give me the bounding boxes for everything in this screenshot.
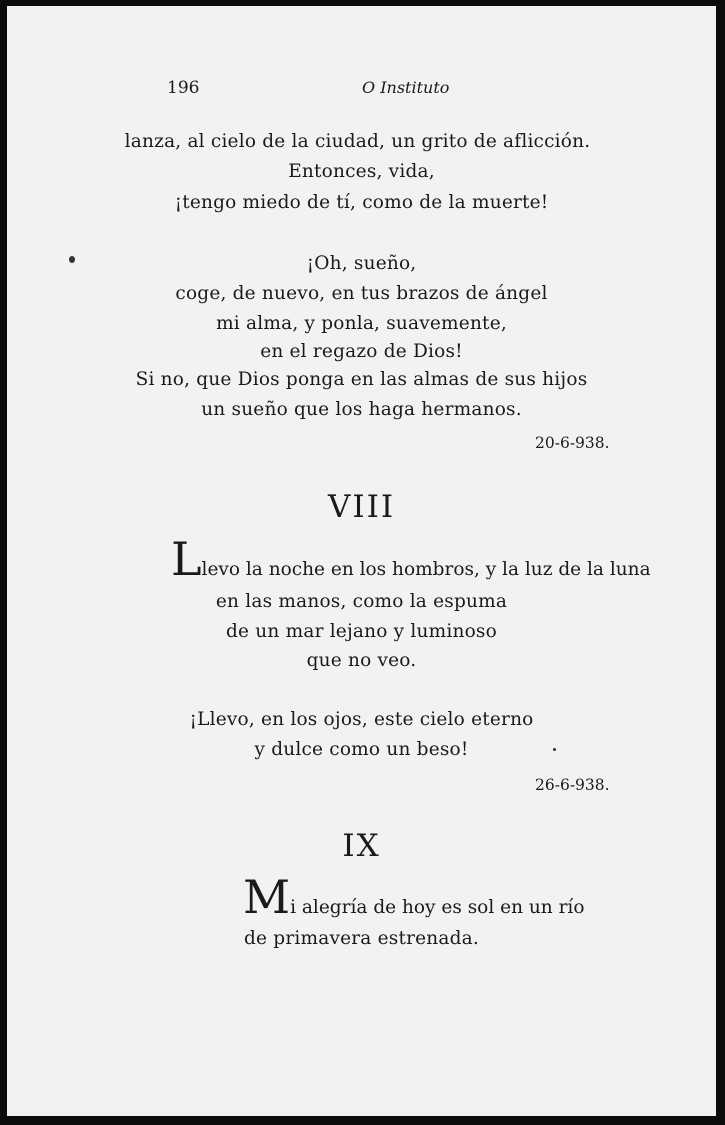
poem-line: un sueño que los haga hermanos. <box>201 399 522 420</box>
poem-line: en el regazo de Dios! <box>260 341 463 362</box>
poem-line: i alegría de hoy es sol en un río <box>290 897 585 918</box>
poem-line: de un mar lejano y luminoso <box>226 621 497 642</box>
ink-speck <box>69 256 75 263</box>
poem-date: 26-6-938. <box>535 776 610 794</box>
first-line <box>243 870 585 924</box>
poem-line: Si no, que Dios ponga en las almas de sus hijos <box>135 369 588 390</box>
poem-line: Entonces, vida, <box>288 161 435 182</box>
ink-speck <box>553 748 556 751</box>
book-page <box>7 6 716 1116</box>
poem-line: coge, de nuevo, en tus brazos de ángel <box>175 283 548 304</box>
poem-line: ¡Llevo, en los ojos, este cielo eterno <box>189 709 534 730</box>
section-heading: VIII <box>327 489 396 525</box>
poem-line: ¡Oh, sueño, <box>306 253 417 274</box>
first-line <box>171 532 651 586</box>
poem-line: mi alma, y ponla, suavemente, <box>216 313 507 334</box>
poem-line: levo la noche en los hombros, y la luz de la luna <box>201 559 651 580</box>
page-number: 196 <box>167 78 200 98</box>
poem-line: de primavera estrenada. <box>244 928 479 949</box>
poem-line: lanza, al cielo de la ciudad, un grito de aflicción. <box>124 131 591 152</box>
poem-line: y dulce como un beso! <box>254 739 469 760</box>
poem-line: que no veo. <box>306 650 417 671</box>
poem-line: en las manos, como la espuma <box>215 591 508 612</box>
poem-date: 20-6-938. <box>535 434 610 452</box>
running-title: O Instituto <box>362 78 450 97</box>
drop-cap: L <box>171 532 202 586</box>
section-heading: IX <box>342 828 381 864</box>
poem-line: ¡tengo miedo de tí, como de la muerte! <box>174 192 549 213</box>
drop-cap: M <box>243 870 291 924</box>
